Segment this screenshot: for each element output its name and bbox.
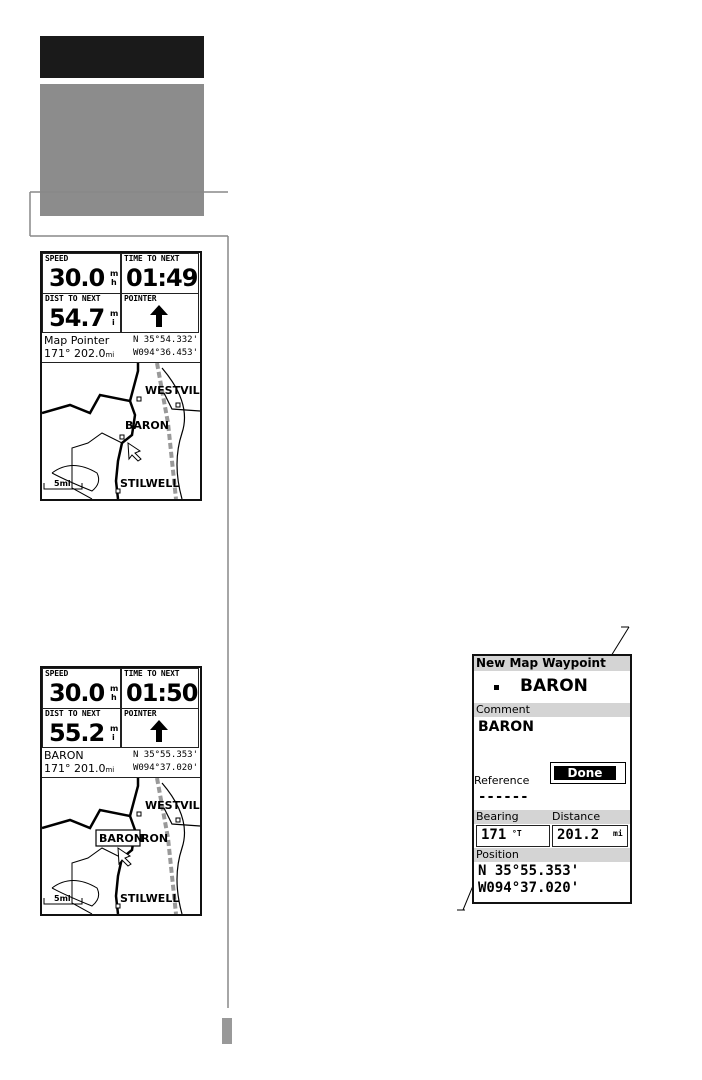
page-tab-marker (222, 1018, 232, 1044)
pointer-field (121, 293, 199, 333)
speed-label: SPEED (45, 669, 69, 678)
position-value[interactable] (478, 863, 579, 897)
position-longitude: W094°37.020' (478, 880, 580, 896)
waypoint-name: BARON (520, 676, 588, 696)
time-to-next-value: 01:50 (126, 679, 198, 707)
dist-unit-bottom: i (112, 318, 115, 327)
map-view[interactable] (42, 363, 200, 499)
done-button[interactable] (550, 762, 626, 784)
done-button-label: Done (554, 766, 616, 780)
dist-to-next-value: 55.2 (49, 719, 105, 747)
up-arrow-icon (148, 304, 170, 328)
position-label: Position (474, 848, 630, 862)
map-town-label: BARON (125, 419, 169, 432)
reference-value[interactable]: ------ (478, 789, 529, 805)
speed-label: SPEED (45, 254, 69, 263)
time-to-next-label: TIME TO NEXT (124, 254, 180, 263)
pointer-label: POINTER (124, 709, 157, 718)
speed-unit-top: m (110, 269, 119, 278)
comment-value[interactable]: BARON (478, 719, 534, 735)
bearing-unit: °T (512, 829, 522, 838)
pointer-label: POINTER (124, 294, 157, 303)
new-map-waypoint-page (472, 654, 632, 904)
waypoint-title: New Map Waypoint (474, 656, 630, 671)
bearing-value-box[interactable] (476, 825, 550, 847)
bearing-distance: 171° 202.0mi (44, 347, 115, 360)
map-scale-label: 5mi (54, 479, 71, 488)
dist-unit-bottom: i (112, 733, 115, 742)
latitude: N 35°54.332' (132, 335, 198, 345)
speed-value: 30.0 (49, 679, 105, 707)
point-name: Map Pointer (44, 334, 110, 347)
dist-to-next-field (42, 708, 121, 748)
dist-unit-top: m (110, 724, 119, 733)
bearing-distance-header (474, 810, 630, 824)
longitude: W094°36.453' (132, 348, 198, 358)
map-town-label: RON (141, 832, 169, 845)
distance-unit: mi (613, 829, 623, 838)
distance-label: Distance (552, 810, 601, 823)
info-strip (42, 333, 200, 363)
point-name: BARON (44, 749, 84, 762)
speed-field (42, 668, 121, 709)
distance-value: 201.2 (557, 827, 600, 843)
speed-field (42, 253, 121, 294)
map-town-label: STILWELL (120, 892, 180, 905)
waypoint-name-row[interactable] (474, 671, 630, 703)
map-scale-label: 5mi (54, 894, 71, 903)
up-arrow-icon (148, 719, 170, 743)
map-town-label: STILWELL (120, 477, 180, 490)
time-to-next-value: 01:49 (126, 264, 198, 292)
map-selected-label: BARON (99, 832, 143, 845)
latitude: N 35°55.353' (132, 750, 198, 760)
longitude: W094°37.020' (132, 763, 198, 773)
reference-label: Reference (474, 774, 530, 787)
distance-value-box[interactable] (552, 825, 628, 847)
dist-unit-top: m (110, 309, 119, 318)
bearing-distance: 171° 201.0mi (44, 762, 115, 775)
bearing-label: Bearing (476, 810, 519, 823)
time-to-next-field (121, 668, 199, 709)
bearing-value: 171 (481, 827, 507, 843)
dist-to-next-label: DIST TO NEXT (45, 294, 101, 303)
position-latitude: N 35°55.353' (478, 863, 580, 879)
speed-unit-bottom: h (111, 278, 117, 287)
dist-to-next-field (42, 293, 121, 333)
dist-to-next-label: DIST TO NEXT (45, 709, 101, 718)
speed-unit-bottom: h (111, 693, 117, 702)
dist-to-next-value: 54.7 (49, 304, 105, 332)
time-to-next-field (121, 253, 199, 294)
gps-screen-baron (40, 666, 202, 916)
info-strip (42, 748, 200, 778)
gps-screen-map-pointer (40, 251, 202, 501)
pointer-field (121, 708, 199, 748)
comment-label: Comment (474, 703, 630, 717)
dot-icon (494, 685, 499, 690)
map-town-label: WESTVIL (145, 384, 200, 397)
map-town-label: WESTVIL (145, 799, 200, 812)
map-view[interactable] (42, 778, 200, 914)
speed-unit-top: m (110, 684, 119, 693)
speed-value: 30.0 (49, 264, 105, 292)
time-to-next-label: TIME TO NEXT (124, 669, 180, 678)
